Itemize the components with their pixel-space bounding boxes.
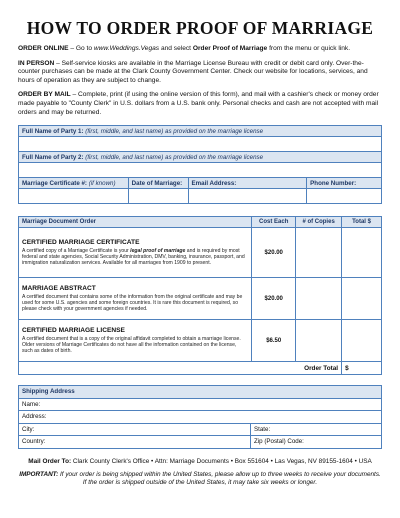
party1-name-field[interactable]	[19, 137, 382, 152]
order-online-label: ORDER ONLINE	[18, 45, 69, 52]
party1-hint: (first, middle, and last name) as provided on the marriage license	[85, 127, 264, 135]
shipping-header: Shipping Address	[19, 386, 382, 399]
product-name: CERTIFIED MARRIAGE LICENSE	[22, 326, 125, 334]
order-total-field[interactable]: $	[342, 362, 382, 375]
website-link[interactable]: www.Weddings.Vegas	[93, 45, 160, 52]
shipping-address-field[interactable]: Address:	[19, 411, 382, 424]
phone-field[interactable]	[307, 189, 382, 204]
cert-number-label-cell	[19, 178, 129, 189]
in-person-paragraph	[18, 60, 382, 86]
date-label: Date of Marriage:	[128, 178, 188, 189]
email-field[interactable]	[188, 189, 307, 204]
important-notice	[18, 471, 382, 488]
table-row	[19, 278, 382, 320]
order-online-text-2: and select	[159, 45, 193, 52]
party1-label: Full Name of Party 1:	[22, 127, 86, 135]
party1-label-cell	[19, 126, 382, 137]
mail-to-address: Clark County Clerk's Office • Attn: Marriage Documents • Box 551604 • Las Vegas, NV 89155-1604 • USA	[71, 457, 372, 465]
copies-field[interactable]	[296, 278, 342, 320]
document-order-table	[18, 216, 382, 375]
date-field[interactable]	[128, 189, 188, 204]
order-online-text: – Go to	[68, 45, 94, 52]
mail-to-label: Mail Order To:	[28, 457, 72, 465]
line-total-field[interactable]	[342, 278, 382, 320]
product-desc-part: A certified copy of a Marriage Certificate is your	[22, 247, 131, 254]
shipping-country-field[interactable]: Country:	[19, 436, 251, 449]
product-cell	[19, 228, 252, 278]
order-online-paragraph	[18, 45, 382, 54]
page-title: HOW TO ORDER PROOF OF MARRIAGE	[26, 18, 374, 38]
order-total-label: Order Total	[19, 362, 342, 375]
order-total-row	[19, 362, 382, 375]
line-total-field[interactable]	[342, 228, 382, 278]
important-label: IMPORTANT:	[19, 470, 59, 478]
table-row	[19, 228, 382, 278]
cert-number-hint: (if known)	[88, 179, 116, 187]
shipping-address-table	[18, 385, 382, 449]
product-price: $6.50	[252, 320, 296, 362]
phone-label: Phone Number:	[307, 178, 382, 189]
important-text: If your order is being shipped within the United States, please allow up to three weeks to receive your documents. If the order is shipped outside of the United States, it may take six weeks or longer.	[58, 470, 381, 487]
email-label: Email Address:	[188, 178, 307, 189]
party2-name-field[interactable]	[19, 163, 382, 178]
product-name: MARRIAGE ABSTRACT	[22, 284, 96, 292]
col-document: Marriage Document Order	[19, 217, 252, 228]
shipping-name-field[interactable]: Name:	[19, 398, 382, 411]
mail-to-line	[18, 458, 382, 465]
by-mail-paragraph	[18, 91, 382, 117]
line-total-field[interactable]	[342, 320, 382, 362]
table-row	[19, 320, 382, 362]
product-desc-emphasis: legal proof of marriage	[130, 247, 186, 254]
shipping-state-field[interactable]: State:	[251, 423, 382, 436]
cert-number-label: Marriage Certificate #:	[22, 179, 89, 187]
order-form-page	[18, 0, 382, 487]
order-online-text-3: from the menu or quick link.	[267, 45, 351, 52]
cert-number-field[interactable]	[19, 189, 129, 204]
by-mail-label: ORDER BY MAIL	[18, 91, 71, 99]
product-desc-part-2: and is required by most federal and state agencies, Social Security Administration, DMV, banking, insurance, passport, and immigration naturalization services. Available for all marriages from 1909 to present.	[22, 247, 245, 267]
col-cost: Cost Each	[252, 217, 296, 228]
in-person-text: – Self-service kiosks are available in the Marriage License Bureau with credit or debit card only. Over-the-counter purchases can be made at the Clark County Government Center. Check our website for locations, services, and hours of operation as they are subject to change.	[18, 59, 368, 84]
shipping-zip-field[interactable]: Zip (Postal) Code:	[251, 436, 382, 449]
order-proof-link: Order Proof of Marriage	[192, 45, 268, 52]
col-total: Total $	[342, 217, 382, 228]
by-mail-text: – Complete, print (if using the online version of this form), and mail with a cashier's check or money order made payable to "County Clerk" in U.S. dollars from a U.S. bank only. Personal checks and cash are not accepted with mail orders and may be returned.	[18, 91, 379, 116]
product-cell	[19, 320, 252, 362]
product-cell	[19, 278, 252, 320]
copies-field[interactable]	[296, 228, 342, 278]
product-price: $20.00	[252, 228, 296, 278]
applicant-info-table	[18, 125, 382, 204]
product-price: $20.00	[252, 278, 296, 320]
product-name: CERTIFIED MARRIAGE CERTIFICATE	[22, 238, 140, 246]
col-copies: # of Copies	[296, 217, 342, 228]
product-description: A certified document that is a copy of the original affidavit completed to obtain a marriage license. Older versions of Marriage Certificates do not have all the information contained on the license, such as dates of birth.	[22, 335, 241, 355]
party2-label-cell	[19, 152, 382, 163]
in-person-label: IN PERSON	[18, 59, 55, 67]
party2-label: Full Name of Party 2:	[22, 153, 86, 161]
party2-hint: (first, middle, and last name) as provided on the marriage license	[85, 153, 264, 161]
product-description	[22, 248, 248, 267]
copies-field[interactable]	[296, 320, 342, 362]
shipping-city-field[interactable]: City:	[19, 423, 251, 436]
product-description: A certified document that contains some of the information from the original certificate and may be used for some U.S. agencies and some foreign countries. It is rare this document is required, so please check with your government agencies if needed.	[22, 293, 243, 313]
